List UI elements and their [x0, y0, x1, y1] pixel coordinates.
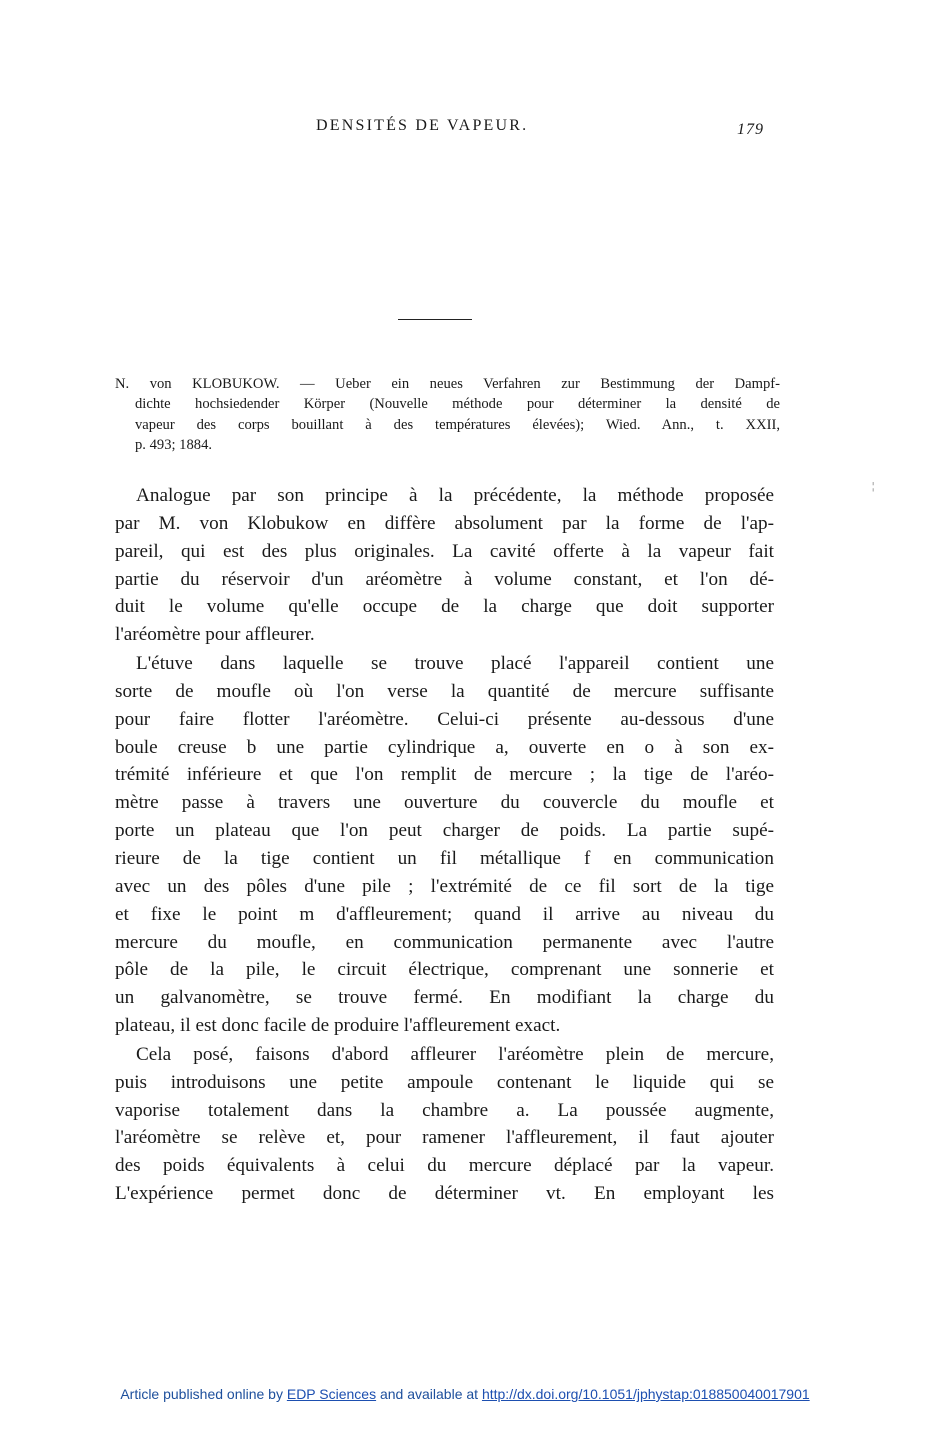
- citation-line: N. von KLOBUKOW. — Ueber ein neues Verfahren zur Bestimmung der Dampf-: [115, 376, 780, 392]
- text-line: plateau, il est donc facile de produire l'affleurement exact.: [115, 1015, 561, 1037]
- text-line: l'aréomètre pour affleurer.: [115, 624, 315, 646]
- text-line: puis introduisons une petite ampoule contenant le liquide qui se: [115, 1071, 774, 1093]
- article-body: [115, 482, 774, 1208]
- text-line: duit le volume qu'elle occupe de la charge que doit supporter: [115, 596, 774, 618]
- text-line: boule creuse b une partie cylindrique a, ouverte en o à son ex-: [115, 736, 774, 758]
- footer-prefix: Article published online by: [120, 1386, 283, 1402]
- page-number: 179: [737, 121, 764, 138]
- text-line: mètre passe à travers une ouverture du couvercle du moufle et: [115, 792, 774, 814]
- text-line: L'étuve dans laquelle se trouve placé l'appareil contient une: [136, 653, 774, 675]
- citation-line: p. 493; 1884.: [135, 436, 213, 453]
- text-line: partie du réservoir d'un aréomètre à volume constant, et l'on dé-: [115, 568, 774, 590]
- paragraph-2: [115, 650, 774, 1040]
- text-line: et fixe le point m d'affleurement; quand il arrive au niveau du: [115, 903, 774, 925]
- text-line: sorte de moufle où l'on verse la quantité de mercure suffisante: [115, 680, 774, 702]
- publisher-link[interactable]: EDP Sciences: [286, 1386, 377, 1402]
- publication-footer: [0, 1386, 930, 1402]
- citation-line: vapeur des corps bouillant à des températures élevées); Wied. Ann., t. XXII,: [135, 416, 780, 433]
- citation-line: dichte hochsiedender Körper (Nouvelle méthode pour déterminer la densité de: [135, 396, 780, 413]
- text-line: pareil, qui est des plus originales. La cavité offerte à la vapeur fait: [115, 540, 774, 562]
- text-line: Cela posé, faisons d'abord affleurer l'aréomètre plein de mercure,: [136, 1043, 774, 1065]
- section-divider: [398, 319, 472, 320]
- doi-link[interactable]: http://dx.doi.org/10.1051/jphystap:018850040017901: [481, 1386, 810, 1402]
- text-line: avec un des pôles d'une pile ; l'extrémité de ce fil sort de la tige: [115, 875, 774, 897]
- text-line: des poids équivalents à celui du mercure déplacé par la vapeur.: [115, 1155, 774, 1177]
- paragraph-1: [115, 482, 774, 649]
- running-title: DENSITÉS DE VAPEUR.: [316, 117, 529, 134]
- text-line: par M. von Klobukow en diffère absolument par la forme de l'ap-: [115, 512, 774, 534]
- text-line: vaporise totalement dans la chambre a. La poussée augmente,: [115, 1099, 774, 1121]
- text-line: L'expérience permet donc de déterminer vt. En employant les: [115, 1183, 774, 1205]
- footer-middle: and available at: [379, 1386, 479, 1402]
- margin-mark: ¦: [872, 480, 875, 492]
- text-line: porte un plateau que l'on peut charger de poids. La partie supé-: [115, 820, 774, 842]
- text-line: pôle de la pile, le circuit électrique, comprenant une sonnerie et: [115, 959, 774, 981]
- text-line: l'aréomètre se relève et, pour ramener l'affleurement, il faut ajouter: [115, 1127, 774, 1149]
- text-line: rieure de la tige contient un fil métallique f en communication: [115, 847, 774, 869]
- running-head: [0, 117, 930, 141]
- paragraph-3: [115, 1041, 774, 1208]
- text-line: Analogue par son principe à la précédente, la méthode proposée: [136, 485, 774, 506]
- text-line: un galvanomètre, se trouve fermé. En modifiant la charge du: [115, 987, 774, 1009]
- text-line: pour faire flotter l'aréomètre. Celui-ci présente au-dessous d'une: [115, 708, 774, 730]
- text-line: mercure du moufle, en communication permanente avec l'autre: [115, 931, 774, 953]
- bibliographic-citation: [115, 374, 780, 455]
- text-line: trémité inférieure et que l'on remplit de mercure ; la tige de l'aréo-: [115, 764, 774, 786]
